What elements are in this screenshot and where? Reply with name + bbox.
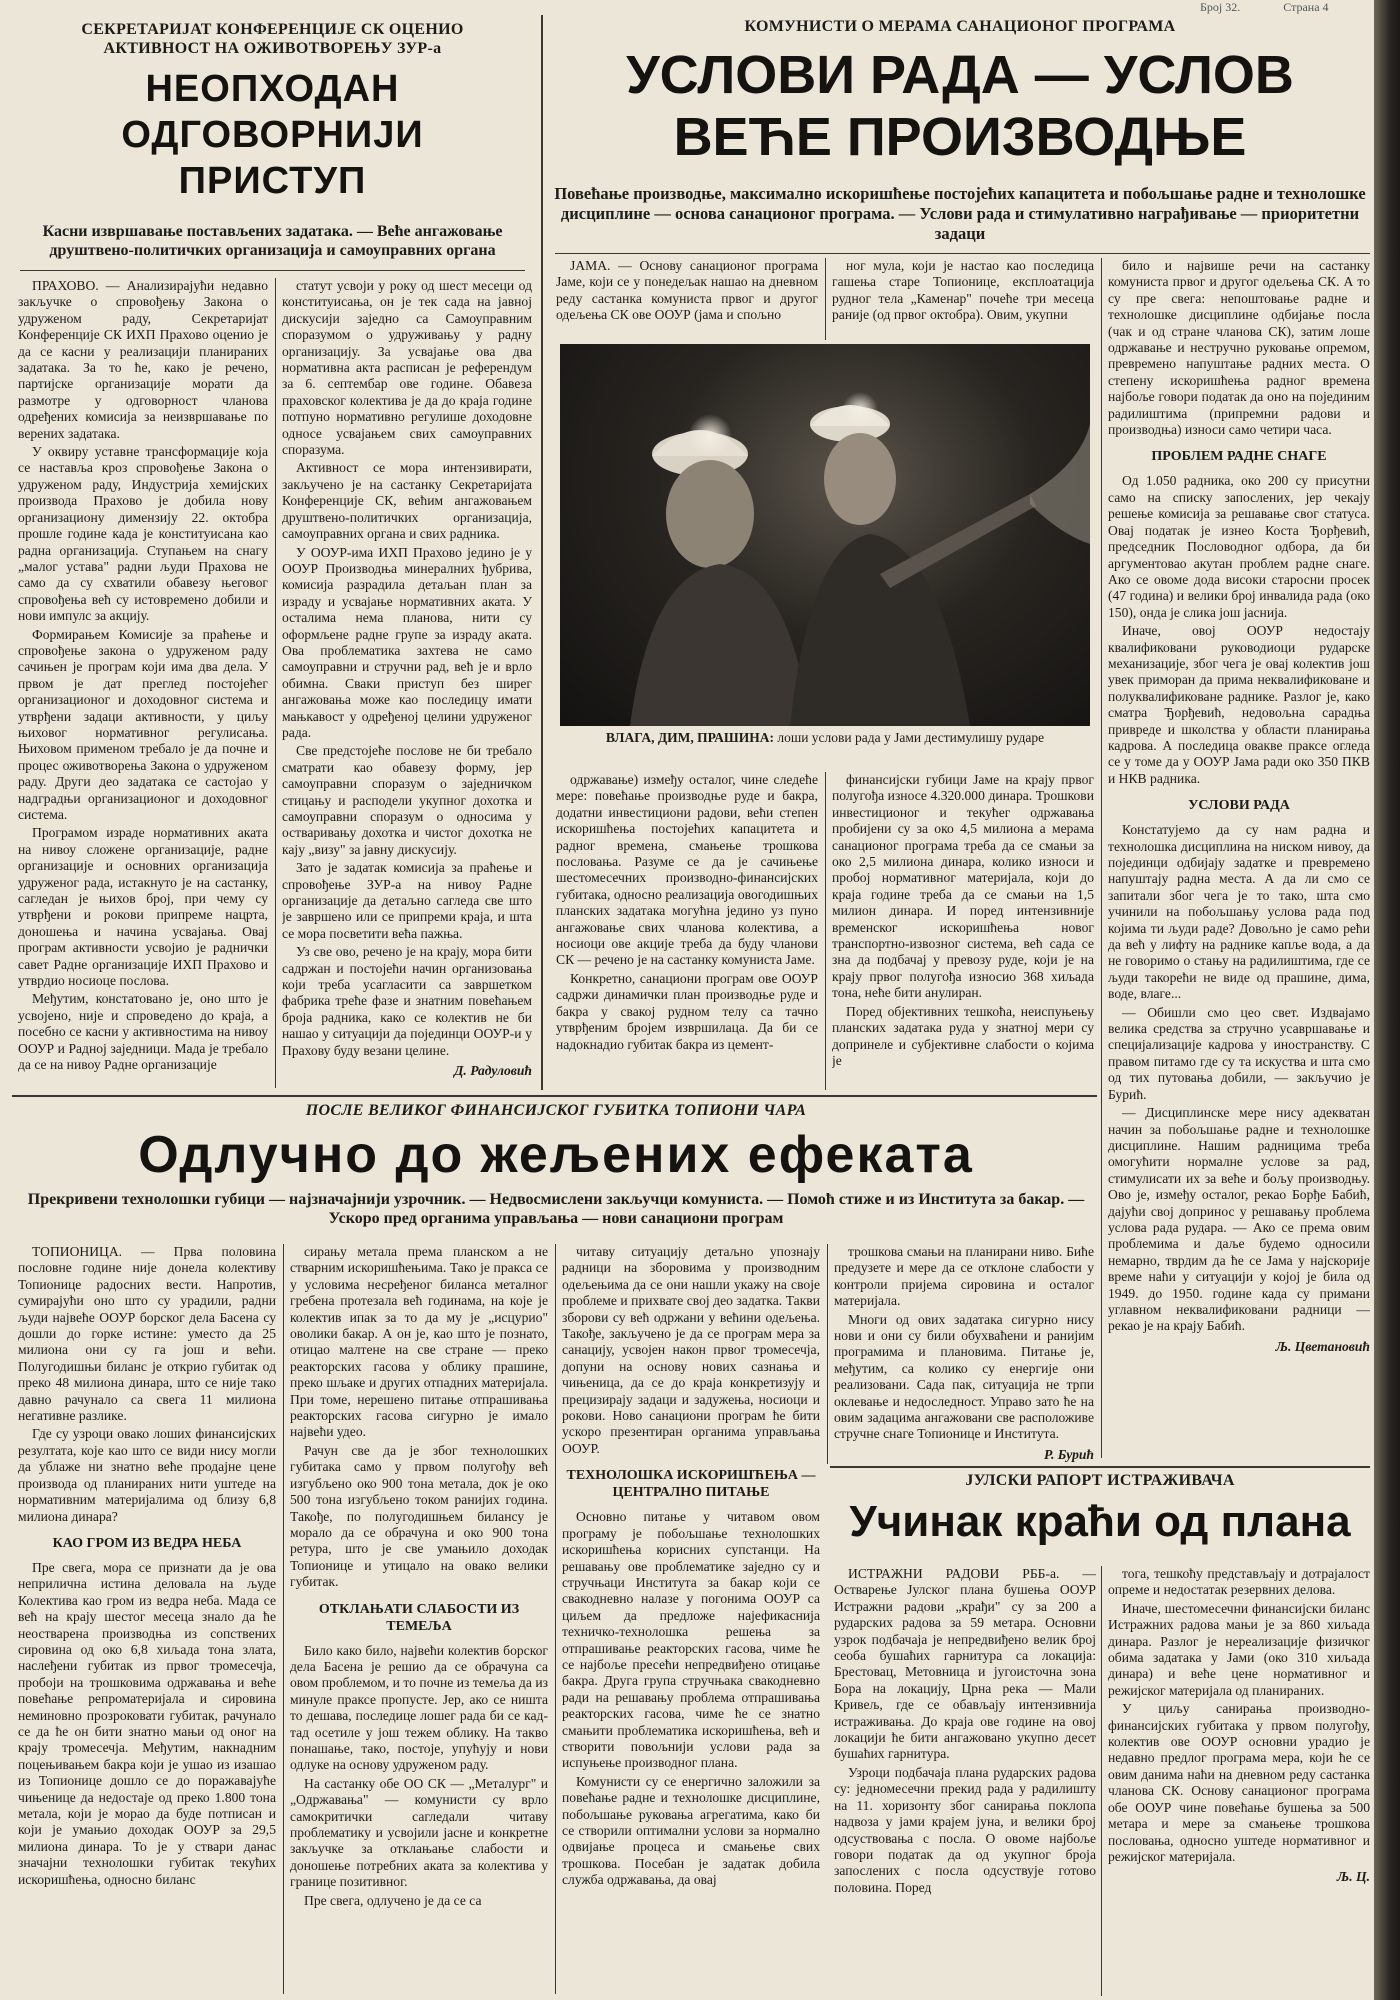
paragraph: — Обишли смо цео свет. Издвајамо велика средства за стручно усавршавање и специјализације кадрова у иностранству. С правом питамо где су та искуства и шта смо од тих путовања добили, — закључио је Бурић. [1108, 1004, 1370, 1102]
paragraph: ног мула, који је настао као последица гашења старе Топионице, експлоатација рудног тела „Каменар" почеће три месеца раније (од првог октобра). Овим, укупни [832, 258, 1094, 323]
paragraph: Иначе, шестомесечни финансијски биланс Истражних радова мањи је за 860 хиљада динара. Разлог је нереализације физичког обима задатака у Јами (око 310 хиљада динара) и веће цене нормативног и режијског материјала од планираних. [1108, 1600, 1370, 1698]
paragraph: статут усвоји у року од шест месеци од конституисања, он је тек сада на јавној дискусији заједно са Самоуправним споразумом о удруживању у радну организацију. За усвајање ова два нормативна акта расписан је референдум за 6. септембар ове године. Обавеза праховског колектива је да до краја године потпуно нормативно регулише доходовне односе усвајањем свих самоуправних споразума. [282, 278, 532, 458]
article-2-column-2-bottom [832, 772, 1094, 1090]
miners-photo-drawing [560, 344, 1090, 726]
article-4-signature: Љ. Ц. [1336, 1869, 1370, 1885]
paragraph: Констатујемо да су нам радна и технолошка дисциплина на ниском нивоу, да појединци одбијају задатке и превремено напуштају радна места. А да ли смо се запитали због чега је то тако, шта смо учинили на побољшању услова рада под којима ти људи раде? Довољно је само рећи да већ у лифту на раднике капље вода, а да не говоримо о стању на радилиштима, где се људи такорећи не виде од прашине, дима, воде, влаге... [1108, 822, 1370, 1002]
article-3-head [15, 1102, 1097, 1237]
article-2-kicker: КОМУНИСТИ О МЕРАМА САНАЦИОНОГ ПРОГРАМА [744, 18, 1176, 35]
article-4-headline: Учинак краћи од плана [849, 1497, 1351, 1546]
article-1-signature: Д. Радуловић [454, 1063, 532, 1079]
article-4-head [830, 1472, 1370, 1564]
paragraph: ИСТРАЖНИ РАДОВИ РББ-а. — Остварење Јулског плана бушења ООУР Истражни радови „крађи" су за 200 а рударских радова за 59 метара. Основни узрок подбачаја је непредвиђено велик број сеоба бушаћих гарнитура са локација: Брестовац, Метовница и југоисточна зона Бора на локацију, Црна река — Мали Кривељ, где се обављају интензивнија истраживања. До краја ове године на овој локацији ће бити ангажовано укупно десет бушаћих гарнитура. [834, 1566, 1096, 1762]
article-3-column-1 [18, 1244, 276, 1994]
column-rule [827, 1244, 828, 1464]
subhead-labor-force: ПРОБЛЕМ РАДНЕ СНАГЕ [1151, 449, 1327, 465]
article-2-column-2-top [832, 258, 1094, 340]
paragraph: Уз све ово, речено је на крају, мора бити садржан и постојећи начин организовања који треба усагласити са завршетком фабрика треће фазе и знатним повећањем броја радника, како се колектив не би нашао у ситуацији да појединци ООУР-и у Прахову буду везани целине. [282, 944, 532, 1058]
page-binding [1374, 0, 1400, 2000]
paragraph: ТОПИОНИЦА. — Прва половина пословне године није донела колективу Топионице радосних вести. Напротив, сумирајући оно што су урадили, радни људи највеће ООУР борског дела Басена су дошли до горке истине: уместо да 25 милиона они су га још и већи. Полугодишњи биланс је открио губитак од преко 48 милиона динара, што се није тако давно рачунало са свега 11 милиона негативне разлике. [18, 1244, 276, 1424]
paragraph: тога, тешкоћу представљају и дотрајалост опреме и недостатак резервних делова. [1108, 1566, 1370, 1598]
paragraph: Пре свега, одлучено је да се са [304, 1892, 482, 1908]
paragraph: Активност се мора интензивирати, закључено је на састанку Секретаријата Конференције СК, већим ангажовањем друштвено-политичких организација, самоуправних органа и свих радника. [282, 460, 532, 542]
paragraph: ПРАХОВО. — Анализирајући недавно закључке о спровођењу Закона о удруженом раду, Секретаријат Конференције СК ИХП Прахово оценио је да се касни у реализацији планираних задатака. За то ће, како је речено, партијске организације морати да размотре у одговорност чланова одређених комисија за неизвршавање по верених задатака. [18, 278, 268, 441]
article-4-kicker: ЈУЛСКИ РАПОРТ ИСТРАЖИВАЧА [965, 1472, 1235, 1489]
column-rule [1101, 258, 1102, 1458]
article-3-headline: Одлучно до жељених ефеката [138, 1126, 974, 1184]
paragraph: Многи од ових задатака сигурно нису нови и они су били обухваћени и ранијим програмима и плановима. Питање је, међутим, са колико су енергије они реализовани. Сада пак, ситуација не трпи оклевање и недоследност. Управо зато ће на овим задацима ангажовани све расположиве стручне снаге Топионице и Института. [834, 1311, 1094, 1442]
paragraph: Међутим, констатовано је, оно што је усвојено, није и спроведено до краја, а посебно се касни у активностима на нивоу ООУР и Радној заједници. Мада је требало да се на нивоу Радне организације [18, 991, 268, 1073]
paragraph: Где су узроци овако лоших финансијских резултата, које као што се види нису могли да ублаже ни знатно веће продајне цене производа од планираних нити уштеде на нормативним материјалима од близу 6,8 милиона динара? [18, 1426, 276, 1524]
article-2-headline: УСЛОВИ РАДА — УСЛОВ ВЕЋЕ ПРОИЗВОДЊЕ [626, 45, 1294, 167]
article-1-column-2 [282, 278, 532, 1090]
paragraph: Поред објективних тешкоћа, неиспуњењу планских задатака руда у знатној мери су допринеле и субјективне слабости о којима је [832, 1003, 1094, 1068]
paragraph: читаву ситуацију детаљно упознају радници на зборовима у производним одељењима да се они нашли укажу на своје проблеме и прихвате свој део задатка. Такви зборови су већ одржани у већини одељења. Такође, закључено је да се програм мера за санацију, усвојен након првог тромесечја, допуни на основу нових сазнања и чињеница, да се до краја конкретизују и прецизирају задаци и задужења, носиоци и рокови. Ново санациони програм ће бити ускоро презентиран органима управљања ООУР. [562, 1244, 820, 1456]
article-1-headline: НЕОПХОДАН ОДГОВОРНИЈИ ПРИСТУП [121, 68, 424, 202]
column-rule [283, 1244, 284, 1994]
article-1-deck: Касни извршавање постављених задатака. — Веће ангажовање друштвено-политичких организација и самоуправних органа [42, 223, 503, 259]
article-4-column-2 [1108, 1566, 1370, 1996]
paragraph: Било како било, највећи колектив борског дела Басена је решио да се обрачуна са овом проблемом, и то почне из темеља да из минуле праксе пропусте. Јер, ако се ништа то дешава, последице лошег рада би се кад-тад осетиле у још тежем облику. На такво понашање, тако, постоје, упућују и нови одлуке на основу удруженом раду. [290, 1642, 548, 1773]
paragraph: У оквиру уставне трансформације која се наставља кроз спровођење Закона о удруженом раду, Индустрија хемијских производа Прахово је добила нову организациону димензију 22. октобра прошле године када је конституисана као радна организација. Ступањем на снагу „малог устава" радни људи Прахова не само да су схватили обавезу његовог спровођења већ су истовремено добили и нови импулс за акцију. [18, 444, 268, 624]
column-rule [1101, 1566, 1102, 1996]
article-2-column-1-top [556, 258, 818, 340]
section-divider [12, 1095, 1097, 1097]
paragraph: ЈАМА. — Основу санационог програма Јаме, који се у понедељак нашао на дневном реду састанка комуниста првог и другог одељења СК ове ООУР (јама и спољно [556, 258, 818, 323]
paragraph: Програмом израде нормативних аката на нивоу сложене организације, радне организације и основних организација удруженог рада, истакнуто је на састанку, сагледан је њихов број, при чему су утврђени и рокови припреме нацрта, доношења и начина усвајања. Овај програм активности усвојио је раднички савет Радне организације ИХП Прахово и утврдио носиоце послова. [18, 825, 268, 989]
article-3-column-2 [290, 1244, 548, 1994]
article-2-deck: Повећање производње, максимално искоришћење постојећих капацитета и побољшање радне и технолошке дисциплине — основа санационог програма. — Услови рада и стимулативно награђивање — приоритетни задаци [554, 184, 1366, 243]
photo-caption [560, 730, 1090, 746]
section-divider [830, 1466, 1370, 1468]
article-4-column-1 [834, 1566, 1096, 1996]
paragraph: Пре свега, мора се признати да је ова неприлична истина деловала на људе Колектива као гром из ведра неба. Мада се већ на крају шестог месеца знало да ће неостварена производња из сопствених сировина од око 6,8 хиљада тона злата, наслеђени губитак из првог тромесечја, пробоји на трошковима одржавања и веће повећање репроматеријала и сировина неминовно прозроковати губитак, рачунало се да ће он бити знатно мањи од оног на крају тромесечја. Међутим, накнадним поцењивањем бакра који је ушао из изашао из Топионице дошло се до поражавајуће чињенице да недостаје од преко 1.800 тона метала, који је морао да буде потписан и који је умањио доходак ООУР за 29,5 милиона динара. То је у ствари данас значајни технолошки губитак текућих искоришћења, односно биланс [18, 1559, 276, 1887]
paragraph: Формирањем Комисије за праћење и спровођење закона о удруженом раду сачињен је програм који има два дела. У првом је дат преглед постојећег организационог и доходовног система и утврђени задаци активности, у циљу њиховог нормативног регулисања. Њиховом применом требало је да почне и процес оживотворења Закона о удруженом раду. Други део задатака се састојао у надградњи организационог и доходовног система. [18, 626, 268, 822]
paragraph: финансијски губици Јаме на крају првог полугођа износе 4.320.000 динара. Трошкови инвестиционог и текућег одржавања пробијени су за око 4,5 милиона а мерама санационог програма треба да се смањи за око 2,5 милиона динара, колико износи и пробој нормативног материјала, који до краја године треба да се смањи на 1,5 милион динара. И поред интензивније временског искоришћења новог транспортно-извозног система, већ сада се зна да подбачај у превозу руде, који је на крају првог полугођа износио 368 хиљада тона, неће бити анулиран. [832, 772, 1094, 1001]
miners-photo [560, 344, 1090, 726]
paragraph: Иначе, овој ООУР недостају квалификовани руководиоци рударске механизације, због чега је овај колектив још увек приморан да прима неквалификоване и полуквалификоване раднике. Разлог је, како сматра Ђорђевић, недовољна сарадња привреде и школства у области планирања кадрова. А последица овакве праксе огледа се у томе да у ООУР Јама ради око 350 ПКВ и НКВ радника. [1108, 623, 1370, 786]
article-1-kicker: СЕКРЕТАРИЈАТ КОНФЕРЕНЦИЈЕ СК ОЦЕНИО АКТИВНОСТ НА ОЖИВОТВОРЕЊУ ЗУР-а [81, 21, 464, 57]
caption-lead: ВЛАГА, ДИМ, ПРАШИНА: [605, 730, 774, 745]
article-3-kicker: ПОСЛЕ ВЕЛИКОГ ФИНАНСИЈСКОГ ГУБИТКА ТОПИОНИ ЧАРА [305, 1102, 807, 1119]
article-2-column-1-bottom [556, 772, 818, 1090]
article-3-signature: Р. Бурић [1044, 1446, 1094, 1462]
page-header [1200, 0, 1374, 12]
paragraph: Основно питање у читавом овом програму је побољшање технолошких искоришћења корисних супстанци. На решавању ове проблематике заједно су и стручњаци Института за бакар који се свакодневно налазе у погонима ООУР са циљем да предложе најефикаснија техничко-технолошка решења за отпрашивање реакторских гасова, чиме ће се најбоље пресећи непредвиђено отицање бакра. Друга група стручњака свакодневно ради на решавању проблема отпрашивања реакторских гасова, чиме ће се знатно смањити проблематика искоришћења, већ и створити повољнији услови рада за испуњење производног плана. [562, 1509, 820, 1771]
paragraph: — Дисциплинске мере нису адекватан начин за побољшање радне и технолошке дисциплине. Нашим радницима треба омогућити нормалне услове за рад, стимулисати их за веће и бољу производњу. Ово је, између осталог, рекао Борђе Бабић, дајући свој допринос у решавању проблема услова рада рудара. — Ако се према овим проблемима и даље будемо односили немарно, тврдим да ће се Јама у најскорије време наћи у ситуацији у којој је била од 1949. до 1950. године када су примани углавном неквалификовани радници — рекао је на крају Бабић. [1108, 1105, 1370, 1334]
column-rule [555, 1244, 556, 1994]
column-rule [825, 772, 826, 1090]
paragraph: Рачун све да је због технолошких губитака само у првом полугођу већ изгубљено око 900 тона метала, док је око 500 тона изгубљено током ранијих година. Такође, по полугодишњем билансу је морало да се обрачуна и око 900 тона ретура, што је све умањило доходак Топионице и утицало на овако велики губитак. [290, 1442, 548, 1590]
paragraph: Све предстојеће послове не би требало сматрати као обавезу форму, јер самоуправни споразум о заједничком стицању и расподели укупног дохотка и самоуправни споразум о односима у остваривању дохотка и чистог дохотка не кају „визу" за јавну дискусију. [282, 743, 532, 857]
subhead-working-conditions: УСЛОВИ РАДА [1188, 798, 1290, 814]
paragraph: У циљу санирања производно-финансијских губитака у првом полугођу, колектив ове ООУР основни урадио је недавно предлог програма мера, који ће се овим данима наћи на дневном реду састанка чланова СК. Основу санационог програма обе ООУР чине повећање бушења за 500 метара и мере за смањење трошкова пословања, односно уштеде нормативног и режијског материјала. [1108, 1701, 1370, 1864]
subhead-technological-recovery: ТЕХНОЛОШКА ИСКОРИШЋЕЊА — ЦЕНТРАЛНО ПИТАЊЕ [566, 1468, 816, 1501]
article-2-divider [555, 253, 1370, 254]
article-2-head [550, 18, 1370, 258]
paragraph: Конкретно, санациони програм ове ООУР садржи динамички план производње руде и бакра у свакој рудном телу са тачно утврђеним бројем извршилаца. Да би се надокнадио губитак бакра из цемент- [556, 970, 818, 1052]
issue-number: Број 32. [1200, 0, 1241, 14]
paragraph: трошкова смањи на планирани ниво. Биће предузете и мере да се отклоне слабости у контроли пријема сировина и осталог материјала. [834, 1244, 1094, 1309]
paragraph: Од 1.050 радника, око 200 су присутни само на списку запослених, јер чекају решење комисија за решавање свог статуса. Овај податак је изнео Коста Ђорђевић, председник Пословодног одбора, да би аргументовао акутан проблем радне снаге. Ако се овоме дода високи старосни просек (47 година) и велики број инвалида рада (око 150), онда је слика још јаснија. [1108, 473, 1370, 620]
column-rule [825, 258, 826, 340]
paragraph: На састанку обе ОО СК — „Металург" и „Одржавања" — комунисти су врло самокритички сагледали читаву проблематику и усвојили јасне и конкретне закључке за отклањање слабости и доношење потребних аката за колектива у границе позитивног. [290, 1775, 548, 1890]
article-3-deck: Прекривени технолошки губици — најзначајнији узрочник. — Недвосмислени закључци комуниста. — Помоћ стиже и из Института за бакар. — Ускоро пред органима управљања — нови санациони програм [27, 1191, 1085, 1227]
section-rule [541, 15, 543, 1090]
article-1-column-1 [18, 278, 268, 1090]
paragraph: сирању метала према планском а не стварним искоришћењима. Тако је пракса се у условима несређеног биланса металног гребена протезала већ годинама, на које је колектив ипак за то да му је „исцурио" оволики бакар. А он је, као што је познато, отицао малтене на све стране — преко реакторских гасова у облику прашине, преко шљаке и других отпадних материјала. При томе, нерешено питање отпрашивања реакторских гасова сигурно је имало највећи удео. [290, 1244, 548, 1440]
paragraph: одржавање) између осталог, чине следеће мере: повећање производње руде и бакра, додатни инвестициони радови, већи степен искоришћења постојећих капацитета и радног времена, смањење трошкова пословања. Разуме се да је сачињење шестомесечних производно-финансијских губитака, односно реализација овогодишњих планских задатака могућна једино уз пуно ангажовање свих чланова колектива, а носиоци ове акције треба да буду чланови СК — речено је на састанку комуниста Јаме. [556, 772, 818, 968]
paragraph: Узроци подбачаја плана рударских радова су: једномесечни прекид рада у радилишту на 11. хоризонту због санирања поклопа надвоза у јами крајем јуна, и велики број одсуствовања с посла. О овоме најбоље говори податак да од укупног броја запослених с посла одсуствује готово половина. Поред [834, 1764, 1096, 1895]
article-2-column-3 [1108, 258, 1370, 1458]
page-number: Страна 4 [1283, 0, 1329, 14]
article-3-column-4 [834, 1244, 1094, 1462]
article-3-column-3 [562, 1244, 820, 1994]
subhead-remove-weaknesses: ОТКЛАЊАТИ СЛАБОСТИ ИЗ ТЕМЕЉА [318, 1601, 520, 1634]
subhead-thunderbolt: КАО ГРОМ ИЗ ВЕДРА НЕБА [52, 1535, 242, 1551]
paragraph: У ООУР-има ИХП Прахово једино је у ООУР Производња минералних ђубрива, комисија разрадила детаљан план за израду и усвајање нормативних аката. У осталима нема планова, нити су оформљене радне групе за израду аката. Ова проблематика захтева не само самоуправни и стручни рад, већ је и врло обимна. Сваки приступ без ширег ангажовања може као последицу имати мањкавост у одређеној целини удруженог рада. [282, 544, 532, 740]
caption-text: лоши услови рада у Јами дестимулишу рударе [777, 730, 1045, 745]
paragraph: Зато је задатак комисија за праћење и спровођење ЗУР-а на нивоу Радне организације да детаљно сагледа све што је завршено или се припреми краја, и шта се мора посветити већа пажња. [282, 860, 532, 941]
paragraph: Комунисти су се енергично заложили за повећање радне и технолошке дисциплине, побољшање руковања агрегатима, како би се створили оптимални услови за нормално одвијање процеса и смањење свих трошкова. Посебан је задатак добила служба одржавања, да овај [562, 1773, 820, 1888]
article-1-divider [20, 270, 525, 271]
paragraph: било и највише речи на састанку комуниста првог и другог одељења СК. А то су пре свега: непоштовање радне и технолошке дисциплине одбијање посла (чак и од стране чланова СК), затим лоше одржавање и нестручно руковање опремом, превремено напуштање радних места. О степену искоришћења радног времена најбоље говори податак да оно на појединим радилиштима (припремни радови и производња) износи само четири часа. [1108, 258, 1370, 438]
column-rule [275, 278, 276, 1088]
article-2-signature: Љ. Цветановић [1275, 1338, 1370, 1354]
